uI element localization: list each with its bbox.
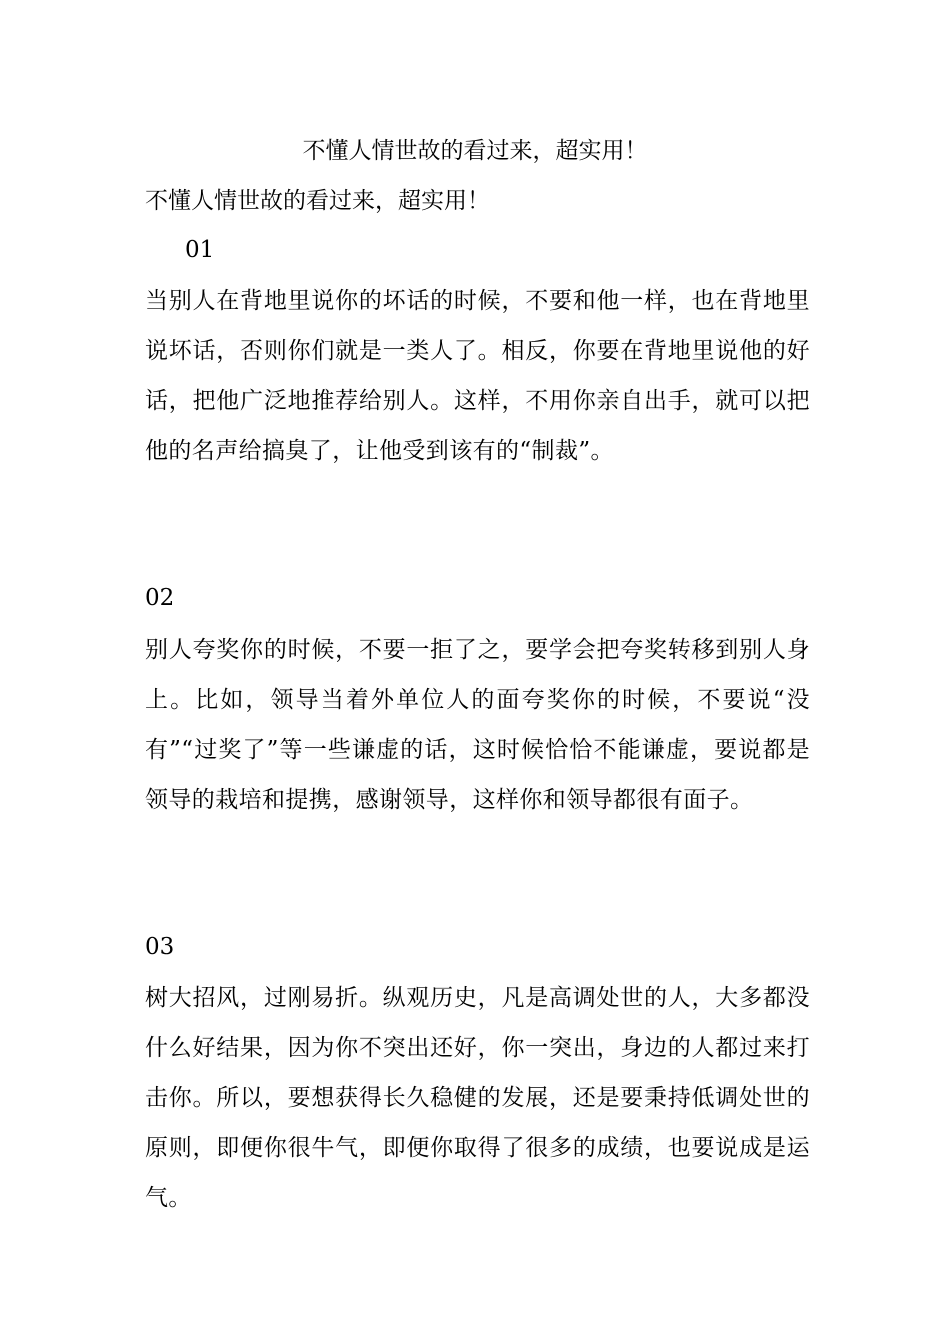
section-number-03: 03: [145, 934, 175, 960]
section-number-01: 01: [185, 237, 215, 263]
section-paragraph-03: 树大招风，过刚易折。纵观历史，凡是高调处世的人，大多都没什么好结果，因为你不突出还好，你一突出，身边的人都过来打击你。所以，要想获得长久稳健的发展，还是要秉持低调处世的原则，即便你很牛气，即便你取得了很多的成绩，也要说成是运气。: [145, 985, 810, 1211]
document-subtitle: 不懂人情世故的看过来，超实用！: [145, 188, 490, 214]
section-paragraph-02: 别人夸奖你的时候，不要一拒了之，要学会把夸奖转移到别人身上。比如，领导当着外单位人的面夸奖你的时候，不要说“没有”“过奖了”等一些谦虚的话，这时候恰恰不能谦虚，要说都是领导的栽培和提携，感谢领导，这样你和领导都很有面子。: [145, 637, 810, 813]
document-title: 不懂人情世故的看过来，超实用！: [302, 138, 648, 164]
section-paragraph-01: 当别人在背地里说你的坏话的时候，不要和他一样，也在背地里说坏话，否则你们就是一类人了。相反，你要在背地里说他的好话，把他广泛地推荐给别人。这样，不用你亲自出手，就可以把他的名声给搞臭了，让他受到该有的“制裁”。: [145, 288, 810, 464]
section-number-02: 02: [145, 585, 175, 611]
